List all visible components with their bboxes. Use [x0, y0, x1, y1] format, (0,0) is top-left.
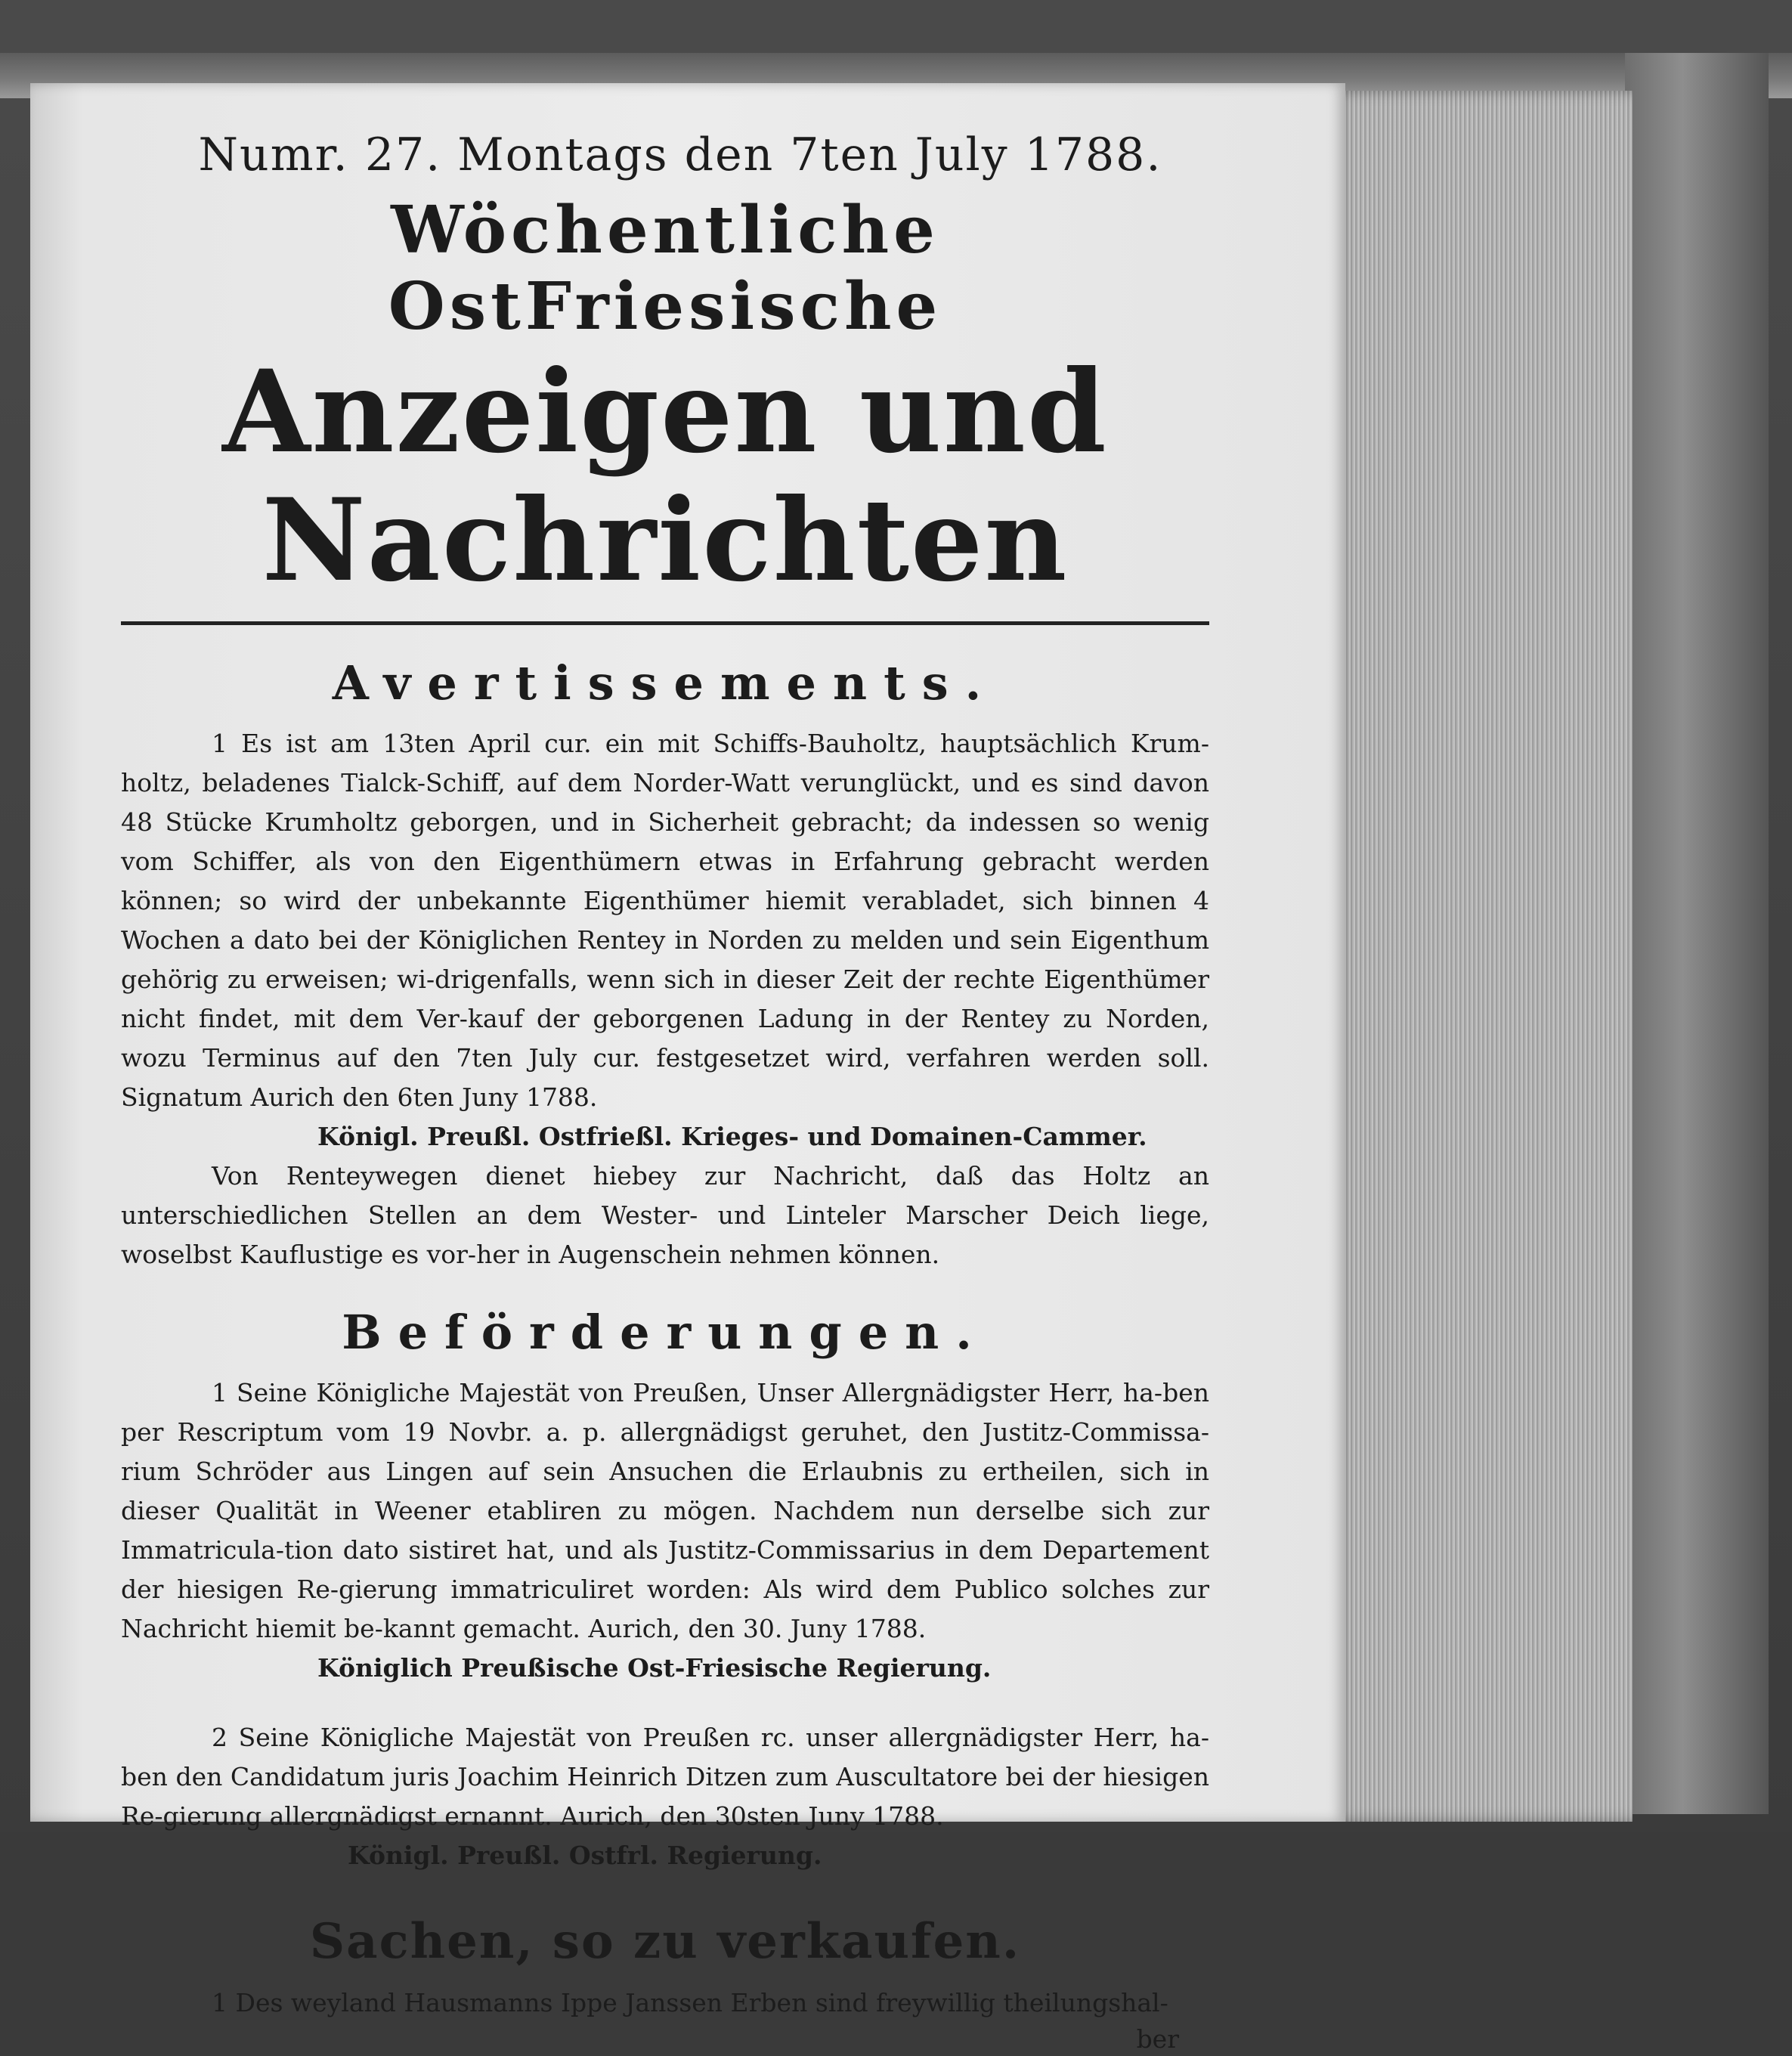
newspaper-page — [30, 83, 1345, 2054]
masthead-title-line1: Wöchentliche OstFriesische — [388, 192, 942, 345]
catchword: ber — [1136, 2024, 1179, 2054]
spacer — [121, 1688, 1209, 1718]
avertissement-paragraph-1: 1 Es ist am 13ten April cur. ein mit Schiffs-Bauholtz, hauptsächlich Krum-holtz, beladenes Tialck-Schiff, auf dem Norder-Watt verunglückt, und es sind davon 48 Stücke Krumholtz geborgen, und in Sicherheit gebracht; da indessen so wenig vom Schiffer, als von den Eigenthümern etwas in Erfahrung gebracht werden können; so wird der unbekannte Eigenthümer hiemit verabladet, sich binnen 4 Wochen a dato bei der Königlichen Rentey in Norden zu melden und sein Eigenthum gehörig zu erweisen; wi-drigenfalls, wenn sich in dieser Zeit der rechte Eigenthümer nicht findet, mit dem Ver-kauf der geborgenen Ladung in der Rentey zu Norden, wozu Terminus auf den 7ten July cur. festgesetzet wird, verfahren werden soll. Signatum Aurich den 6ten Juny 1788. — [121, 729, 1209, 1112]
masthead-title-line2: Anzeigen und Nachrichten — [222, 345, 1108, 607]
section-heading-befoerderungen: Beförderungen. — [342, 1305, 989, 1360]
befoerderung-paragraph-1: 1 Seine Königliche Majestät von Preußen, Unser Allergnädigster Herr, ha-ben per Rescriptum vom 19 Novbr. a. p. allergnädigst geruhet, den Justitz-Commissa-rium Schröder aus Lingen auf sein Ansuchen die Erlaubnis zu ertheilen, sich in dieser Qualität in Weener etabliren zu mögen. Nachdem nun derselbe sich zur Immatricula-tion dato sistiret hat, und als Justitz-Commissarius in dem Departement der hiesigen Re-gierung immatriculiret worden: Als wird dem Publico solches zur Nachricht hiemit be-kannt gemacht. Aurich, den 30. Juny 1788. — [121, 1378, 1209, 1643]
avertissement-paragraph-2: Von Renteywegen dienet hiebey zur Nachricht, daß das Holtz an unterschiedlichen Stellen an dem Wester- und Linteler Marscher Deich liege, woselbst Kauflustige es vor-her in Augenschein nehmen können. — [121, 1161, 1209, 1269]
book-cover-right — [1625, 53, 1769, 1814]
section-heading-avertissements: Avertissements. — [332, 655, 998, 711]
befoerderung-signature-2: Königl. Preußl. Ostfrl. Regierung. — [348, 1841, 822, 1870]
issue-line: Numr. 27. Montags den 7ten July 1788. — [198, 128, 1162, 181]
befoerderung-paragraph-2: 2 Seine Königliche Majestät von Preußen rc. unser allergnädigster Herr, ha-ben den Candidatum juris Joachim Heinrich Ditzen zum Auscultatore bei der hiesigen Re-gierung allergnädigst ernannt. Aurich, den 30sten Juny 1788. — [121, 1723, 1209, 1831]
section-heading-sachen: Sachen, so zu verkaufen. — [309, 1913, 1021, 1970]
befoerderung-signature-1: Königlich Preußische Ost-Friesische Regierung. — [317, 1653, 992, 1683]
masthead-rule — [121, 621, 1209, 625]
avertissement-signature: Königl. Preußl. Ostfrießl. Krieges- und Domainen-Cammer. — [317, 1122, 1147, 1151]
sachen-paragraph-1: 1 Des weyland Hausmanns Ippe Janssen Erben sind freywillig theilungshal- — [212, 1988, 1168, 2017]
page-edges — [1330, 91, 1633, 1822]
page-content — [121, 128, 1209, 2056]
